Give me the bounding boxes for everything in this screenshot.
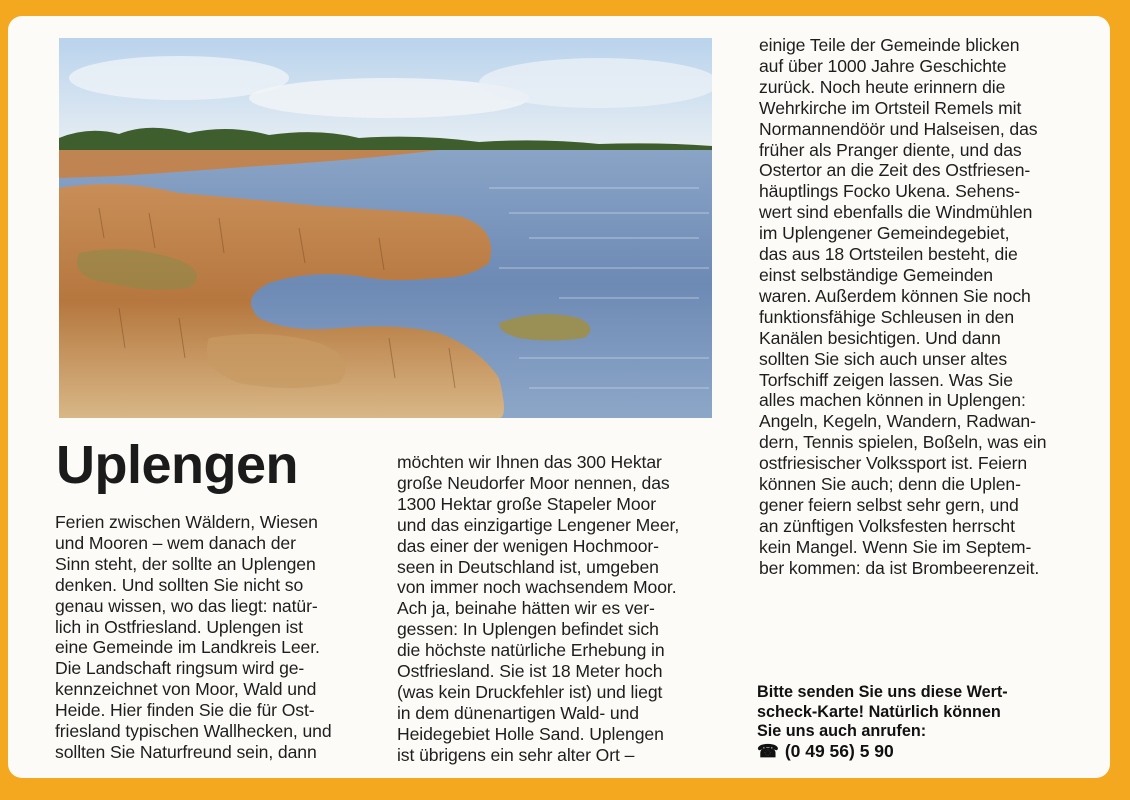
text-line: kein Mangel. Wenn Sie im Septem- — [759, 536, 1032, 557]
text-line: Angeln, Kegeln, Wandern, Radwan- — [759, 411, 1036, 432]
text-line: genau wissen, wo das liegt: natür- — [55, 595, 318, 616]
text-line: Ostertor an die Zeit des Ostfriesen- — [759, 160, 1031, 181]
text-line: Die Landschaft ringsum wird ge- — [55, 658, 305, 679]
text-line: und Mooren – wem danach der — [55, 532, 296, 553]
text-line: sollten Sie sich auch unser altes — [759, 348, 1008, 369]
text-line: 1300 Hektar große Stapeler Moor — [397, 493, 656, 514]
text-line: waren. Außerdem können Sie noch — [759, 285, 1031, 306]
text-line: früher als Pranger diente, und das — [759, 139, 1022, 160]
text-column-1 — [55, 512, 332, 763]
text-line: an zünftigen Volksfesten herrscht — [759, 515, 1015, 536]
text-line: Kanälen besichtigen. Und dann — [759, 327, 1001, 348]
telephone-icon: ☎ — [757, 740, 779, 761]
text-column-2 — [397, 452, 679, 766]
text-line: Ach ja, beinahe hätten wir es ver- — [397, 598, 655, 619]
text-line: zurück. Noch heute erinnern die — [759, 76, 1006, 97]
text-line: dern, Tennis spielen, Boßeln, was ein — [759, 432, 1047, 453]
text-line: auf über 1000 Jahre Geschichte — [759, 55, 1007, 76]
text-line: Torfschiff zeigen lassen. Was Sie — [759, 369, 1013, 390]
text-line: einst selbständige Gemeinden — [759, 264, 993, 285]
cta-line: Sie uns auch anrufen: — [757, 722, 927, 740]
text-line: seen in Deutschland ist, umgeben — [397, 556, 659, 577]
cta-line: scheck-Karte! Natürlich können — [757, 702, 1001, 721]
text-line: Sinn steht, der sollte an Uplengen — [55, 553, 316, 574]
text-line: möchten wir Ihnen das 300 Hektar — [397, 452, 662, 472]
text-line: Normannendöör und Halseisen, das — [759, 118, 1038, 139]
cta-line: Bitte senden Sie uns diese Wert- — [757, 683, 1008, 701]
text-line: Heide. Hier finden Sie die für Ost- — [55, 700, 315, 721]
phone-number: (0 49 56) 5 90 — [784, 740, 894, 761]
text-line: eine Gemeinde im Landkreis Leer. — [55, 637, 320, 658]
text-line: das aus 18 Ortsteilen besteht, die — [759, 244, 1018, 265]
text-line: einige Teile der Gemeinde blicken — [759, 35, 1020, 55]
text-line: wert sind ebenfalls die Windmühlen — [759, 202, 1033, 223]
text-line: ostfriesischer Volkssport ist. Feiern — [759, 453, 1028, 474]
text-line: Heidegebiet Holle Sand. Uplengen — [397, 723, 664, 744]
text-line: lich in Ostfriesland. Uplengen ist — [55, 616, 303, 637]
text-line: alles machen können in Uplengen: — [759, 390, 1026, 411]
text-line: im Uplengener Gemeindegebiet, — [759, 223, 1010, 244]
text-line: (was kein Druckfehler ist) und liegt — [397, 681, 663, 702]
text-line: ber kommen: da ist Brombeerenzeit. — [759, 557, 1040, 578]
text-line: das einer der wenigen Hochmoor- — [397, 535, 659, 556]
text-line: friesland typischen Wallhecken, und — [55, 721, 332, 742]
text-line: kennzeichnet von Moor, Wald und — [55, 679, 317, 700]
phone-number-row — [757, 742, 1008, 762]
text-line: gener feiern selbst sehr gern, und — [759, 494, 1019, 515]
text-line: sollten Sie Naturfreund sein, dann — [55, 741, 317, 762]
call-to-action — [757, 683, 1008, 761]
text-line: können Sie auch; denn die Uplen- — [759, 474, 1021, 495]
text-line: denken. Und sollten Sie nicht so — [55, 574, 304, 595]
page-title: Uplengen — [56, 435, 299, 495]
text-line: gessen: In Uplengen befindet sich — [397, 619, 659, 640]
text-line: große Neudorfer Moor nennen, das — [397, 472, 670, 493]
text-line: Ferien zwischen Wäldern, Wiesen — [55, 512, 318, 532]
text-line: funktionsfähige Schleusen in den — [759, 306, 1015, 327]
text-line: Ostfriesland. Sie ist 18 Meter hoch — [397, 661, 663, 682]
landscape-photo — [59, 38, 712, 418]
text-line: ist übrigens ein sehr alter Ort – — [397, 744, 635, 765]
text-column-3 — [759, 35, 1046, 579]
text-line: von immer noch wachsendem Moor. — [397, 577, 677, 598]
text-line: häuptlings Focko Ukena. Sehens- — [759, 181, 1020, 202]
text-line: in dem dünenartigen Wald- und — [397, 702, 639, 723]
text-line: und das einzigartige Lengener Meer, — [397, 514, 680, 535]
text-line: die höchste natürliche Erhebung in — [397, 640, 665, 661]
text-line: Wehrkirche im Ortsteil Remels mit — [759, 97, 1022, 118]
